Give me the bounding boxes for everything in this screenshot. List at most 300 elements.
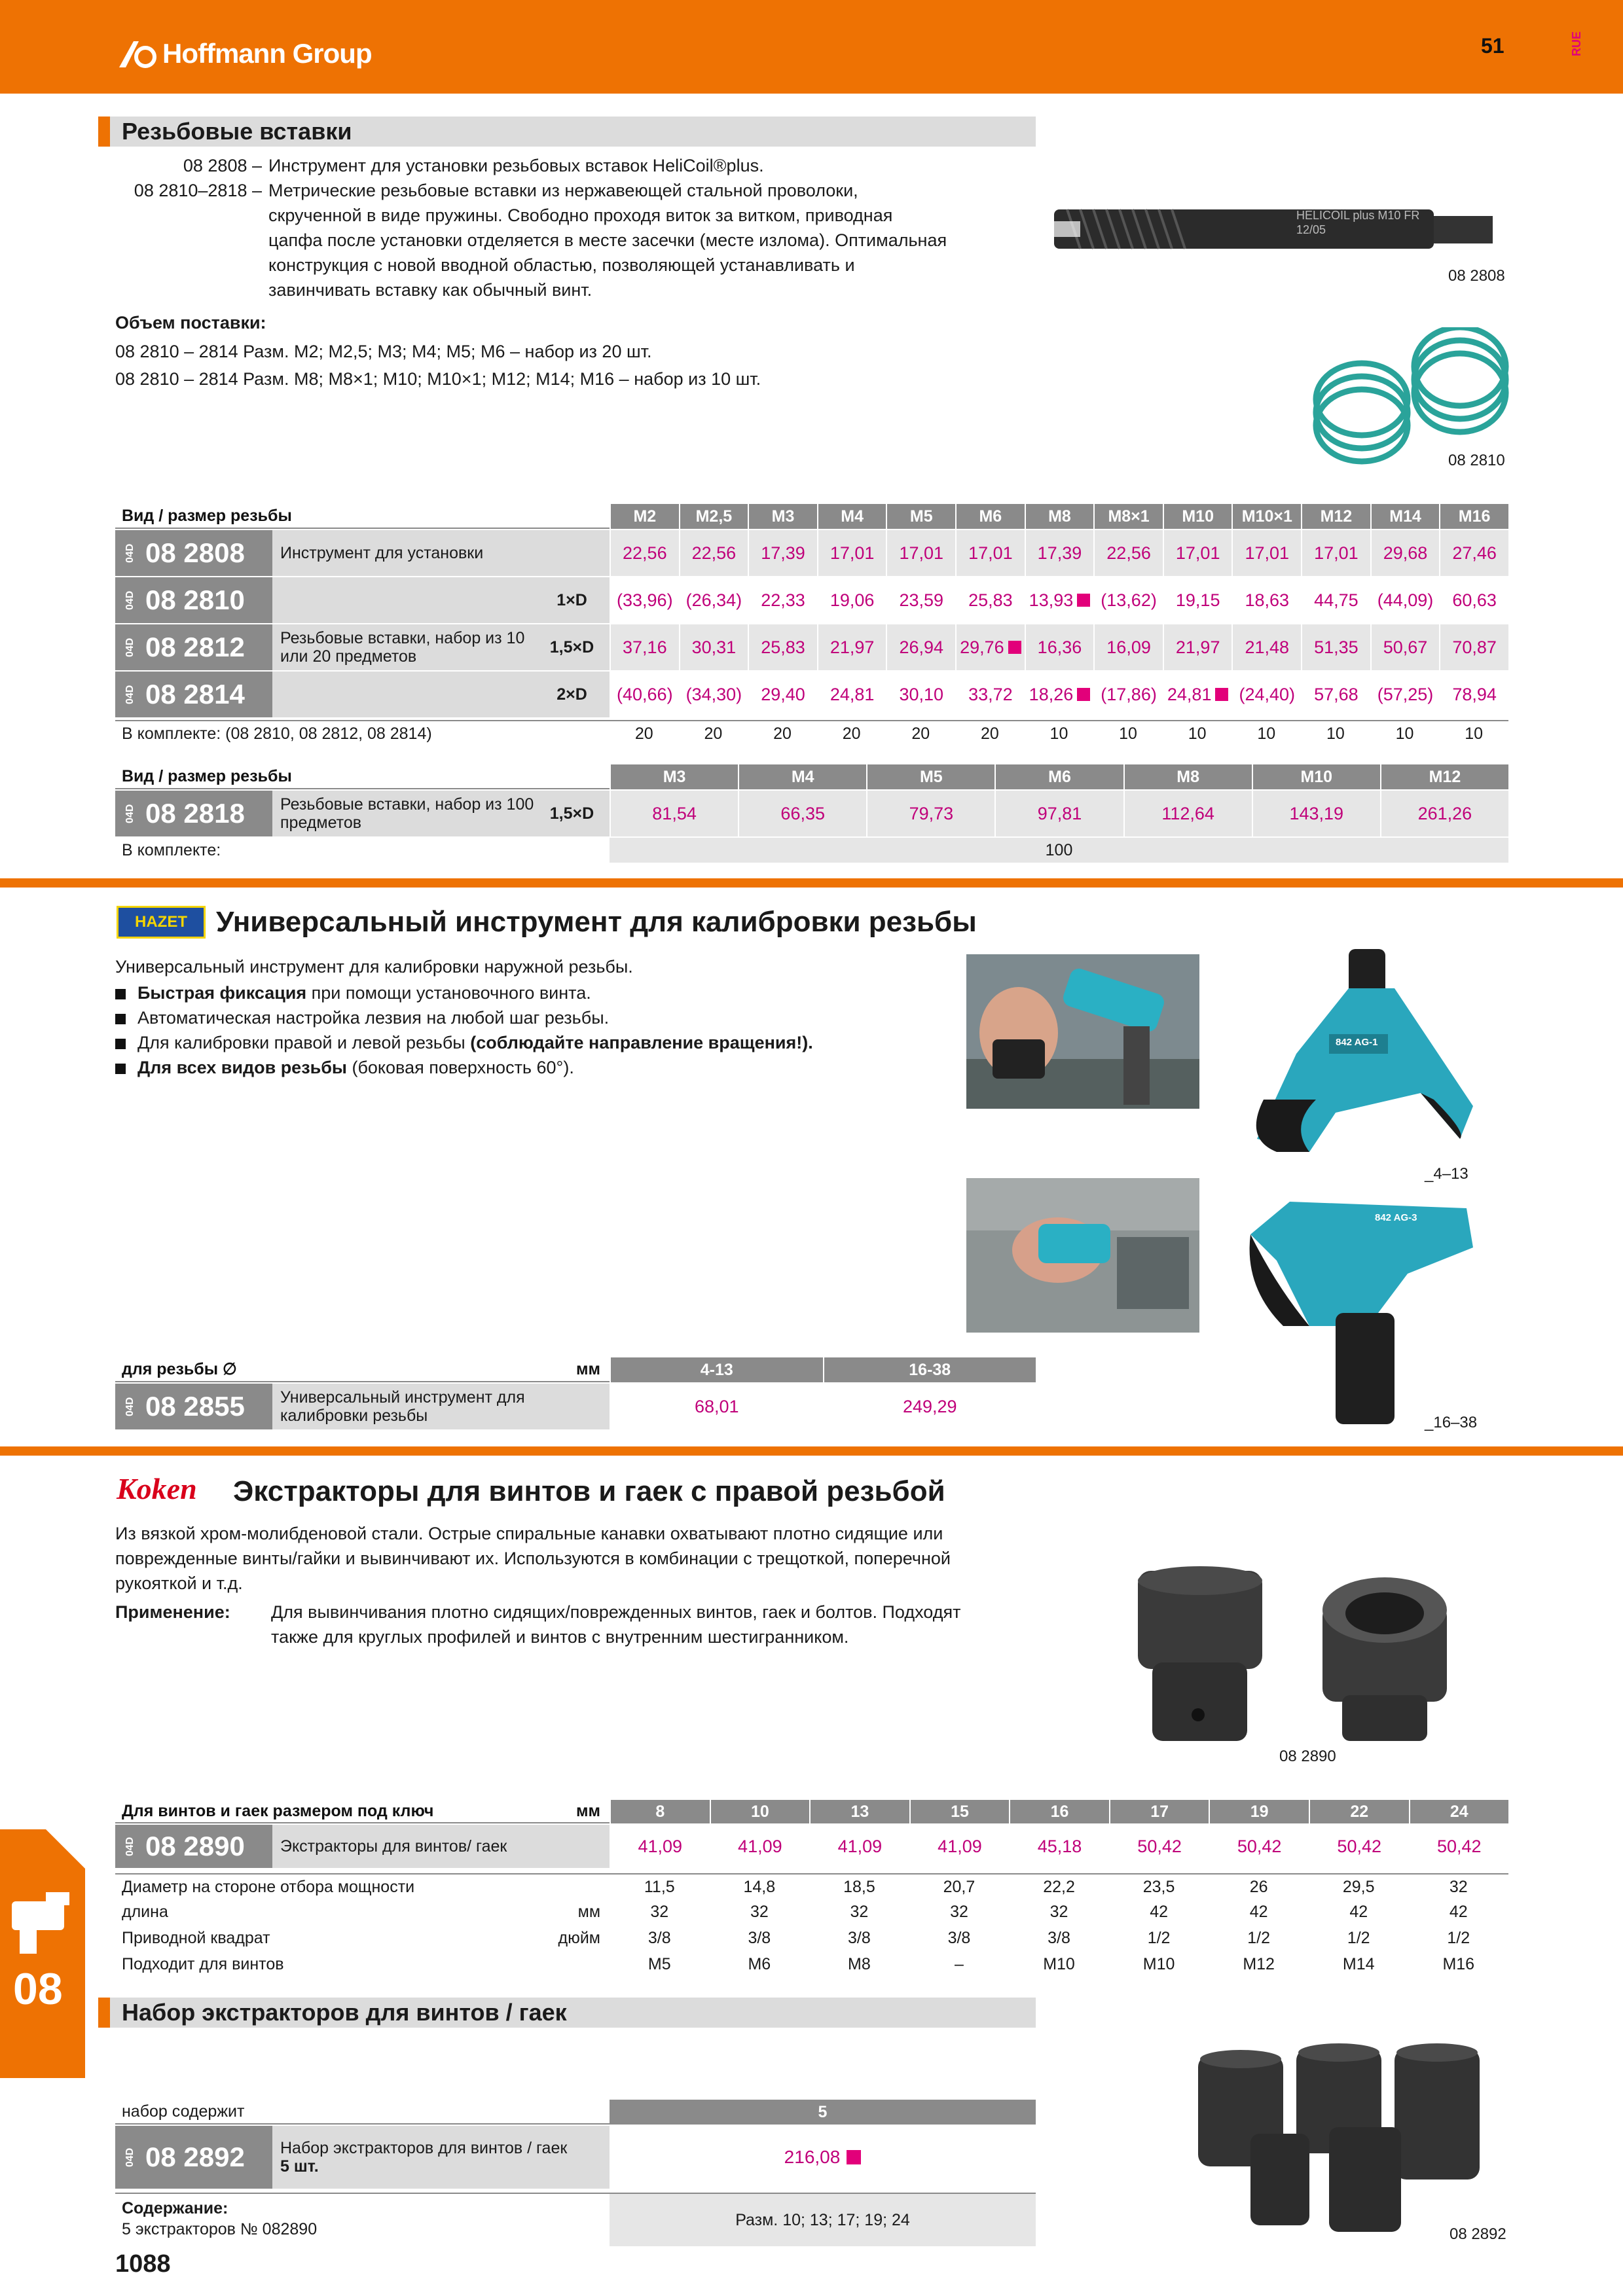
- price-cell: [1123, 791, 1252, 836]
- price-value: (26,34): [685, 590, 742, 610]
- spec-value: 3/8: [647, 1928, 671, 1947]
- desc-code: 08 2808 –: [183, 156, 262, 175]
- bullet-icon: [115, 1039, 126, 1049]
- spec-values: [610, 1874, 1508, 1899]
- price-cell: [1025, 530, 1094, 576]
- article-code: 08 2814: [145, 679, 245, 709]
- content-info: [115, 2194, 610, 2246]
- new-price-marker-icon: [1077, 594, 1090, 607]
- application-line: также для круглых профилей и винтов с внутренним шестигранником.: [271, 1627, 849, 1647]
- feature-text: Для калибровки правой и левой резьбы: [137, 1033, 471, 1052]
- brand-logo: [117, 34, 372, 73]
- application-label: Применение:: [115, 1602, 230, 1622]
- content-label: Содержание:: [122, 2199, 228, 2217]
- size-header: M4: [738, 764, 866, 789]
- price-cell: [1370, 577, 1440, 623]
- desc-text: Метрические резьбовые вставки из нержавеющей стальной проволоки,: [268, 181, 858, 200]
- price-cell: [679, 672, 748, 717]
- price-cell: [1380, 791, 1508, 836]
- footer-page-number: 1088: [115, 2250, 171, 2278]
- price-cell: [1370, 530, 1440, 576]
- article-label: [272, 672, 534, 717]
- price-cell: [817, 530, 886, 576]
- table1-row: [115, 624, 1508, 670]
- spec-value: 1/2: [1147, 1928, 1171, 1947]
- kit-value: 10: [1188, 724, 1207, 743]
- table2-kit-row: [115, 838, 1508, 863]
- price-cell: [610, 624, 679, 670]
- desc-text: цапфа после установки отделяется в месте засечки (месте излома). Оптимальная: [268, 230, 947, 250]
- spec-value: 3/8: [1048, 1928, 1070, 1947]
- article-label: Резьбовые вставки, набор из 100 предметов: [272, 791, 534, 836]
- spec-label: [115, 1929, 610, 1948]
- price-cell: [1439, 624, 1508, 670]
- size-header: M8×1: [1093, 504, 1163, 529]
- price-value: 70,87: [1452, 637, 1497, 657]
- price-value: (24,40): [1239, 684, 1296, 704]
- price-value: 45,18: [1037, 1836, 1082, 1856]
- price-cell: [866, 791, 994, 836]
- size-header: M10: [1163, 504, 1232, 529]
- article-tag: 04D: [124, 637, 136, 657]
- price-value: 16,09: [1106, 637, 1151, 657]
- size-header: 10: [710, 1800, 810, 1823]
- price-value: 68,01: [694, 1396, 739, 1416]
- price-value: 13,93: [1029, 590, 1074, 610]
- price-value: 78,94: [1452, 684, 1497, 704]
- table2-header: [115, 764, 1508, 789]
- price-cell: [610, 530, 679, 576]
- price-cell: [1301, 672, 1370, 717]
- intro-line: Из вязкой хром-молибденовой стали. Острые спиральные канавки охватывают плотно сидящие или: [115, 1524, 943, 1543]
- kit-value: 20: [980, 724, 999, 743]
- content-text: 5 экстракторов № 082890: [122, 2220, 318, 2238]
- article-tag: 04D: [124, 804, 136, 823]
- spec-value: 18,5: [843, 1877, 875, 1896]
- table4-header: [115, 1800, 1508, 1823]
- spec-value: M8: [848, 1954, 871, 1973]
- price-value: 97,81: [1037, 803, 1082, 823]
- desc-code: 08 2810–2818 –: [134, 181, 262, 200]
- spec-value: M14: [1342, 1954, 1375, 1973]
- spec-value: 42: [1249, 1902, 1268, 1921]
- kit-value: 10: [1257, 724, 1276, 743]
- table1-kit-values: [610, 721, 1508, 746]
- price-cell: [1163, 530, 1232, 576]
- price-cell: [955, 530, 1025, 576]
- image-caption: 08 2892: [1450, 2225, 1506, 2243]
- kit-value: 20: [704, 724, 723, 743]
- spec-label: [115, 1903, 610, 1922]
- size-header: M8: [1123, 764, 1252, 789]
- price-cell: [955, 624, 1025, 670]
- price-cell: [1231, 624, 1301, 670]
- price-cell: [738, 791, 866, 836]
- language-code: RUE: [1570, 31, 1583, 57]
- head-label-text: для резьбы ∅: [122, 1360, 237, 1378]
- kit-value: 10: [1465, 724, 1484, 743]
- price-value: 29,68: [1383, 543, 1428, 563]
- price-cell: [817, 624, 886, 670]
- price-cell: [1025, 672, 1094, 717]
- article-tag: 04D: [124, 685, 136, 704]
- price-cell: [886, 624, 955, 670]
- size-header: 16-38: [823, 1357, 1036, 1382]
- table2-size-headers: [610, 764, 1508, 789]
- hazet-tool-842ag1-image: [1237, 942, 1486, 1165]
- article-multiplier: 1,5×D: [534, 624, 610, 670]
- price-value: 50,42: [1137, 1836, 1182, 1856]
- feature-text: Автоматическая настройка лезвия на любой шаг резьбы.: [137, 1008, 610, 1028]
- size-header: M14: [1370, 504, 1440, 529]
- article-multiplier: 1,5×D: [534, 791, 610, 836]
- spec-row: [115, 1873, 1508, 1899]
- article-price: [610, 2126, 1036, 2189]
- application-text: [271, 1600, 1057, 1649]
- price-cell: [886, 672, 955, 717]
- size-header: M6: [955, 504, 1025, 529]
- size-header: M12: [1301, 504, 1370, 529]
- article-tag: 04D: [124, 543, 136, 563]
- price-value: 17,01: [1314, 543, 1359, 563]
- section-title: Набор экстракторов для винтов / гаек: [122, 1999, 567, 2026]
- price-cell: [1439, 577, 1508, 623]
- price-value: (33,96): [617, 590, 673, 610]
- spec-unit: дюйм: [558, 1928, 600, 1947]
- price-cell: [994, 791, 1123, 836]
- feature-item: [115, 1030, 966, 1055]
- price-cell: [955, 672, 1025, 717]
- article-code: 08 2818: [145, 798, 245, 829]
- table2-kit-label: В комплекте:: [122, 840, 221, 859]
- spec-value: 1/2: [1347, 1928, 1370, 1947]
- size-header: 19: [1209, 1800, 1309, 1823]
- size-header: M2,5: [679, 504, 748, 529]
- price-cell: [909, 1825, 1010, 1868]
- price-value: 24,81: [1167, 684, 1212, 704]
- size-header: 22: [1309, 1800, 1409, 1823]
- hazet-tool-842ag3-image: [1237, 1195, 1486, 1437]
- section-divider: [0, 1446, 1623, 1456]
- price-cell: [610, 577, 679, 623]
- price-value: 51,35: [1314, 637, 1359, 657]
- price-value: 81,54: [652, 803, 697, 823]
- article-label: Резьбовые вставки, набор из 10 или 20 предметов: [272, 624, 534, 670]
- price-value: 66,35: [780, 803, 825, 823]
- spec-value: 32: [950, 1902, 968, 1921]
- price-cell: [748, 672, 817, 717]
- spec-value: –: [955, 1954, 964, 1973]
- size-header: M16: [1439, 504, 1508, 529]
- spec-row: [115, 1926, 1508, 1950]
- image-caption: 08 2890: [1279, 1748, 1336, 1765]
- spec-value: 20,7: [943, 1877, 976, 1896]
- table2-head-label: Вид / размер резьбы: [115, 764, 610, 789]
- image-caption: 08 2810: [1448, 452, 1505, 469]
- spec-value: 3/8: [947, 1928, 971, 1947]
- price-value: (40,66): [617, 684, 673, 704]
- spec-label-text: Приводной квадрат: [122, 1928, 270, 1947]
- spec-value: M10: [1142, 1954, 1175, 1973]
- spec-value: 32: [1049, 1902, 1068, 1921]
- article-label: Экстракторы для винтов/ гаек: [272, 1825, 610, 1868]
- price-value: 57,68: [1314, 684, 1359, 704]
- image-caption: _4–13: [1425, 1165, 1468, 1183]
- price-value: 22,33: [761, 590, 805, 610]
- new-price-marker-icon: [1215, 688, 1228, 701]
- article-label: [272, 2126, 610, 2189]
- section-heading: [98, 117, 1036, 147]
- table1-row: [115, 577, 1508, 623]
- size-header: 13: [809, 1800, 909, 1823]
- feature-item: [115, 1005, 966, 1030]
- application-line: Для вывинчивания плотно сидящих/поврежденных винтов, гаек и болтов. Подходят: [271, 1602, 961, 1622]
- price-cell: [817, 672, 886, 717]
- article-code: 08 2855: [145, 1391, 245, 1422]
- article-label-line: Набор экстракторов для винтов / гаек: [280, 2139, 568, 2157]
- feature-text: (боковая поверхность 60°).: [346, 1058, 574, 1077]
- table5-row: [115, 2126, 1036, 2189]
- size-header: 24: [1409, 1800, 1509, 1823]
- spec-value: 32: [1449, 1877, 1468, 1896]
- spec-values: [610, 1899, 1508, 1924]
- bullet-icon: [115, 1064, 126, 1074]
- article-tag: 04D: [124, 1837, 136, 1856]
- section-intro: [115, 1521, 1058, 1596]
- price-value: 17,01: [1245, 543, 1290, 563]
- article-code-box: [115, 672, 272, 717]
- price-cell: [679, 530, 748, 576]
- page-number: 51: [1481, 34, 1504, 58]
- size-header: M5: [886, 504, 955, 529]
- size-header: M6: [994, 764, 1123, 789]
- size-header: 4-13: [610, 1357, 823, 1382]
- feature-bold: (соблюдайте направление вращения!).: [470, 1033, 813, 1052]
- price-cell: [1093, 624, 1163, 670]
- spec-value: 42: [1449, 1902, 1468, 1921]
- article-code: 08 2808: [145, 537, 245, 568]
- table1-kit-row: [115, 720, 1508, 746]
- price-value: 17,01: [830, 543, 875, 563]
- spec-value: 32: [750, 1902, 769, 1921]
- tool-marking: 842 AG-1: [1336, 1037, 1378, 1048]
- price-cell: [1370, 672, 1440, 717]
- price-value: 50,42: [1436, 1836, 1482, 1856]
- price-value: (17,86): [1101, 684, 1157, 704]
- extractor-set-image: [1192, 2036, 1486, 2238]
- spec-value: 1/2: [1247, 1928, 1271, 1947]
- feature-text: при помощи установочного винта.: [306, 983, 591, 1003]
- size-header: 8: [610, 1800, 710, 1823]
- table4-head-label: [115, 1800, 610, 1823]
- table2-row: [115, 791, 1508, 836]
- row-values: [610, 624, 1508, 670]
- desc-text: Инструмент для установки резьбовых вставок HeliCoil®plus.: [268, 156, 764, 175]
- intro-line: рукояткой и т.д.: [115, 1573, 243, 1593]
- kit-value: 20: [911, 724, 930, 743]
- price-value: 41,09: [837, 1836, 883, 1856]
- spec-label-text: Диаметр на стороне отбора мощности: [122, 1877, 415, 1896]
- spec-value: 42: [1150, 1902, 1168, 1921]
- article-code-box: [115, 577, 272, 623]
- extractor-image: [1126, 1558, 1467, 1767]
- table4-row: [115, 1825, 1508, 1868]
- new-price-marker-icon: [847, 2150, 861, 2164]
- price-value: 17,01: [968, 543, 1013, 563]
- article-multiplier: 1×D: [534, 577, 610, 623]
- image-caption: 08 2808: [1448, 267, 1505, 285]
- feature-list: [115, 980, 966, 1080]
- price-value: (34,30): [685, 684, 742, 704]
- price-value: 22,56: [691, 543, 737, 563]
- spec-row: [115, 1952, 1508, 1977]
- desc-text: конструкция с новой вводной областью, позволяющей устанавливать и: [268, 255, 855, 275]
- price-value: 249,29: [902, 1396, 957, 1416]
- price-cell: [1252, 791, 1380, 836]
- price-cell: [1025, 624, 1094, 670]
- article-code: 08 2890: [145, 1831, 245, 1861]
- spec-value: 26: [1249, 1877, 1268, 1896]
- tool-marking: 842 AG-3: [1375, 1212, 1417, 1223]
- bullet-icon: [115, 1014, 126, 1024]
- price-cell: [748, 624, 817, 670]
- price-cell: [886, 530, 955, 576]
- size-header: M3: [748, 504, 817, 529]
- price-value: 50,42: [1237, 1836, 1282, 1856]
- price-cell: [1093, 672, 1163, 717]
- spec-value: 11,5: [644, 1877, 675, 1896]
- table3-size-headers: [610, 1357, 1036, 1382]
- row-values: [610, 672, 1508, 717]
- price-cell: [823, 1384, 1036, 1429]
- price-cell: [1163, 624, 1232, 670]
- price-value: 41,09: [638, 1836, 683, 1856]
- spec-unit: мм: [577, 1902, 600, 1921]
- price-cell: [809, 1825, 909, 1868]
- price-cell: [610, 791, 738, 836]
- price-value: 216,08: [784, 2147, 841, 2167]
- bullet-icon: [115, 989, 126, 999]
- price-value: 30,31: [691, 637, 737, 657]
- size-header: 15: [909, 1800, 1010, 1823]
- spec-value: 42: [1349, 1902, 1368, 1921]
- price-value: 25,83: [968, 590, 1013, 610]
- table1-head-label: Вид / размер резьбы: [115, 504, 610, 529]
- price-value: 27,46: [1452, 543, 1497, 563]
- table5-size: 5: [610, 2100, 1036, 2125]
- spec-label-text: Подходит для винтов: [122, 1954, 284, 1973]
- spec-values: [610, 1952, 1508, 1977]
- table3-row: [115, 1384, 1036, 1429]
- table1-size-headers: [610, 504, 1508, 529]
- table1-header: [115, 504, 1508, 529]
- article-tag: 04D: [124, 2147, 136, 2167]
- price-cell: [1231, 577, 1301, 623]
- kit-value: 20: [842, 724, 861, 743]
- price-cell: [886, 577, 955, 623]
- spec-value: M10: [1043, 1954, 1075, 1973]
- size-header: M10×1: [1231, 504, 1301, 529]
- spec-value: M6: [748, 1954, 771, 1973]
- article-code-box: [115, 624, 272, 670]
- price-cell: [1231, 672, 1301, 717]
- supply-line: 08 2810 – 2814 Разм. M8; M8×1; M10; M10×1; M12; M14; M16 – набор из 10 шт.: [115, 369, 761, 389]
- content-sizes: Разм. 10; 13; 17; 19; 24: [610, 2194, 1036, 2246]
- image-caption: _16–38: [1425, 1414, 1478, 1431]
- size-header: M12: [1380, 764, 1508, 789]
- table1-row: [115, 530, 1508, 576]
- price-cell: [1439, 530, 1508, 576]
- price-cell: [1301, 530, 1370, 576]
- size-header: M10: [1252, 764, 1380, 789]
- usage-photo-2: [966, 1178, 1199, 1333]
- size-header: 17: [1109, 1800, 1209, 1823]
- spec-value: 3/8: [848, 1928, 871, 1947]
- price-value: 50,42: [1337, 1836, 1381, 1856]
- price-value: 41,09: [938, 1836, 982, 1856]
- spec-label-text: длина: [122, 1902, 168, 1921]
- price-value: 21,97: [830, 637, 875, 657]
- price-cell: [1163, 672, 1232, 717]
- price-value: 18,63: [1245, 590, 1290, 610]
- spec-value: 22,2: [1043, 1877, 1075, 1896]
- section-description: [98, 153, 1028, 302]
- size-header: 16: [1009, 1800, 1109, 1823]
- head-unit: мм: [576, 1359, 600, 1378]
- price-cell: [1409, 1825, 1509, 1868]
- price-value: 23,59: [899, 590, 944, 610]
- price-cell: [955, 577, 1025, 623]
- size-header: M4: [817, 504, 886, 529]
- size-header: M5: [866, 764, 994, 789]
- hazet-logo: HAZET: [117, 906, 206, 939]
- table5-header: [115, 2100, 1036, 2125]
- price-value: 44,75: [1314, 590, 1359, 610]
- price-cell: [1093, 530, 1163, 576]
- table3-header: [115, 1357, 1036, 1382]
- section-divider: [0, 878, 1623, 888]
- spec-value: M16: [1442, 1954, 1475, 1973]
- section-title: Резьбовые вставки: [122, 118, 352, 145]
- price-value: 50,67: [1383, 637, 1428, 657]
- article-multiplier: 2×D: [534, 672, 610, 717]
- size-header: M8: [1025, 504, 1094, 529]
- table4-size-headers: [610, 1800, 1508, 1823]
- section-intro: Универсальный инструмент для калибровки наружной резьбы.: [115, 957, 633, 977]
- intro-line: поврежденные винты/гайки и вывинчивают их. Используются в комбинации с трещоткой, поперечной: [115, 1549, 951, 1568]
- heading-accent: [98, 117, 110, 147]
- price-cell: [679, 624, 748, 670]
- spec-value: 32: [650, 1902, 669, 1921]
- spec-value: 32: [850, 1902, 869, 1921]
- price-value: 21,48: [1245, 637, 1290, 657]
- table3-values: [610, 1384, 1036, 1429]
- price-value: 17,39: [1037, 543, 1082, 563]
- price-value: 22,56: [623, 543, 667, 563]
- article-tag: 04D: [124, 590, 136, 610]
- new-price-marker-icon: [1077, 688, 1090, 701]
- table4-values: [610, 1825, 1508, 1868]
- feature-bold: Быстрая фиксация: [137, 983, 307, 1003]
- article-label: [272, 577, 534, 623]
- chapter-number: 08: [13, 1964, 63, 2014]
- feature-bold: Для всех видов резьбы: [137, 1058, 347, 1077]
- table5-head-label: набор содержит: [115, 2100, 610, 2125]
- price-cell: [679, 577, 748, 623]
- price-cell: [1309, 1825, 1409, 1868]
- size-header: M3: [610, 764, 738, 789]
- tool-marking: HELICOIL plus M10 FR 12/05: [1296, 209, 1420, 236]
